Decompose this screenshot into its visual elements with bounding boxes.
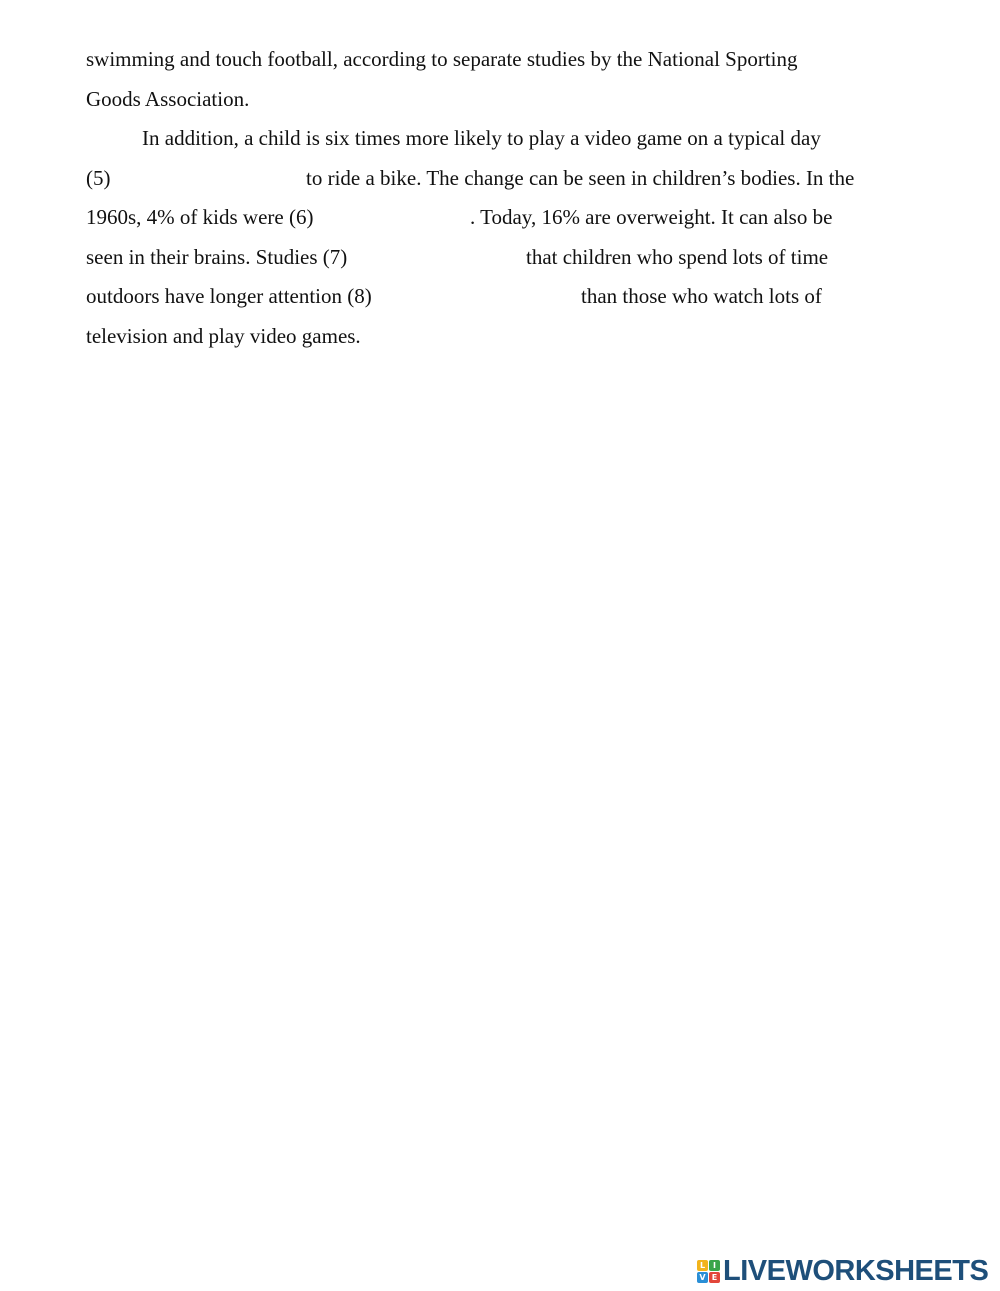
logo-tile-v: V	[697, 1272, 708, 1283]
logo-tile-l: L	[697, 1260, 708, 1271]
answer-input-8[interactable]	[404, 280, 576, 310]
text-line-5-before: 1960s, 4% of kids were (6)	[86, 205, 314, 229]
answer-input-5[interactable]	[118, 162, 300, 192]
liveworksheets-logo[interactable]	[697, 1256, 988, 1286]
liveworksheets-logo-text: LIVEWORKSHEETS	[723, 1255, 989, 1287]
text-line-6-before: seen in their brains. Studies (7)	[86, 245, 348, 269]
text-line-6-after: that children who spend lots of time	[526, 245, 829, 269]
answer-input-7[interactable]	[378, 241, 520, 271]
text-line-2: Goods Association.	[86, 87, 250, 111]
text-line-8: television and play video games.	[86, 324, 361, 348]
text-line-3: In addition, a child is six times more likely to play a video game on a typical day	[142, 126, 821, 150]
logo-tile-e: E	[709, 1272, 720, 1283]
blank-5-number: (5)	[86, 166, 111, 190]
text-line-4-after: to ride a bike. The change can be seen in children’s bodies. In the	[306, 166, 855, 190]
liveworksheets-logo-icon	[697, 1260, 720, 1283]
text-line-1: swimming and touch football, according to separate studies by the National Sporting	[86, 47, 798, 71]
text-line-7-before: outdoors have longer attention (8)	[86, 284, 372, 308]
answer-input-6[interactable]	[340, 201, 468, 231]
text-line-7-after: than those who watch lots of	[581, 284, 822, 308]
text-line-5-after: . Today, 16% are overweight. It can also be	[470, 205, 833, 229]
logo-tile-i: I	[709, 1260, 720, 1271]
